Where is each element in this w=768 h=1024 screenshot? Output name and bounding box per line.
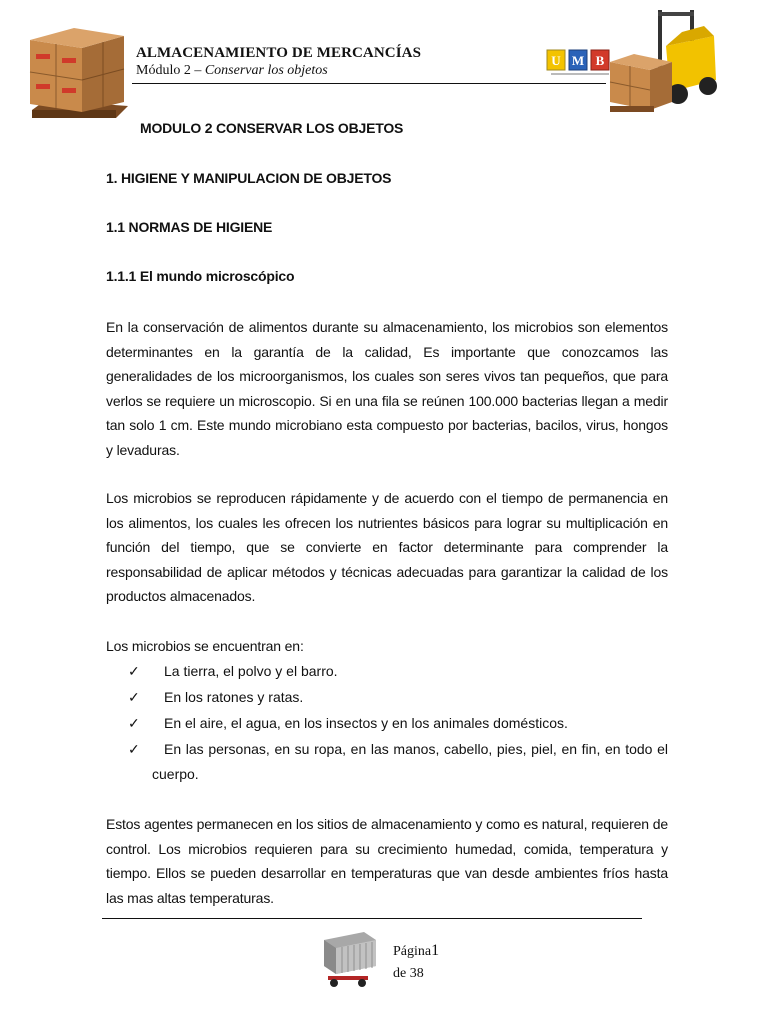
section-heading-1-1-1: 1.1.1 El mundo microscópico bbox=[106, 268, 295, 284]
list-item bbox=[106, 711, 668, 737]
checkmark-icon: ✓ bbox=[128, 715, 140, 731]
section-heading-1: 1. HIGIENE Y MANIPULACION DE OBJETOS bbox=[106, 170, 392, 186]
list-item bbox=[106, 737, 668, 786]
list-intro: Los microbios se encuentran en: bbox=[106, 638, 304, 654]
page-total: de 38 bbox=[393, 966, 424, 981]
list-item bbox=[106, 659, 668, 685]
logo-letter-b: B bbox=[595, 53, 605, 68]
list-item-text: En los ratones y ratas. bbox=[164, 689, 304, 705]
checkmark-icon: ✓ bbox=[128, 741, 140, 757]
header-subtitle-italic: Conservar los objetos bbox=[204, 63, 328, 78]
header-divider bbox=[132, 83, 606, 84]
list-item-text: En las personas, en su ropa, en las manos, cabello, pies, piel, en fin, en todo el cuerpo. bbox=[152, 741, 668, 782]
container-truck-image bbox=[318, 926, 382, 988]
checkmark-icon: ✓ bbox=[128, 663, 140, 679]
paragraph-2: Los microbios se reproducen rápidamente y de acuerdo con el tiempo de permanencia en los alimentos, los cuales les ofrecen los nutrientes básicos para lograr su multiplicación en función del tiempo, que se convierte en factor determinante para comprender la responsabilidad de aplicar métodos y técnicas adecuadas para garantizar la calidad de los productos almacenados. bbox=[106, 490, 668, 605]
list-item bbox=[106, 685, 668, 711]
umb-logo bbox=[545, 44, 615, 78]
page-label: Página bbox=[393, 944, 432, 959]
page-number: 1 bbox=[431, 942, 440, 959]
list-item-text: La tierra, el polvo y el barro. bbox=[164, 663, 338, 679]
header-subtitle bbox=[136, 62, 421, 79]
microbe-locations-list bbox=[106, 659, 668, 786]
page-number-block bbox=[393, 940, 439, 985]
checkmark-icon: ✓ bbox=[128, 689, 140, 705]
logo-letter-u: U bbox=[551, 53, 561, 68]
section-heading-1-1: 1.1 NORMAS DE HIGIENE bbox=[106, 219, 273, 235]
boxes-pallet-image bbox=[24, 14, 132, 124]
module-heading: MODULO 2 CONSERVAR LOS OBJETOS bbox=[140, 120, 404, 136]
document-header bbox=[136, 44, 421, 79]
footer-divider bbox=[102, 918, 642, 919]
header-subtitle-prefix: Módulo 2 – bbox=[136, 63, 205, 78]
paragraph-3: Estos agentes permanecen en los sitios de almacenamiento y como es natural, requieren de control. Los microbios requieren para su crecimiento humedad, comida, temperatura y tiempo. Ellos se pueden desarrollar en temperaturas que van desde ambientes fríos hasta las mas altas temperaturas. bbox=[106, 816, 668, 906]
paragraph-1: En la conservación de alimentos durante su almacenamiento, los microbios son elementos determinantes en la garantía de la calidad, Es importante que conozcamos las generalidades de los microorganismos, los cuales son seres vivos tan pequeños, que para verlos se requiere un microscopio. Si en una fila se reúnen 100.000 bacterias llegan a medir tan solo 1 cm. Este mundo microbiano esta compuesto por bacterias, bacilos, virus, hongos y levaduras. bbox=[106, 319, 668, 458]
logo-letter-m: M bbox=[571, 53, 585, 68]
header-title: ALMACENAMIENTO DE MERCANCÍAS bbox=[136, 45, 422, 61]
forklift-image bbox=[608, 6, 720, 118]
list-item-text: En el aire, el agua, en los insectos y en los animales domésticos. bbox=[164, 715, 568, 731]
